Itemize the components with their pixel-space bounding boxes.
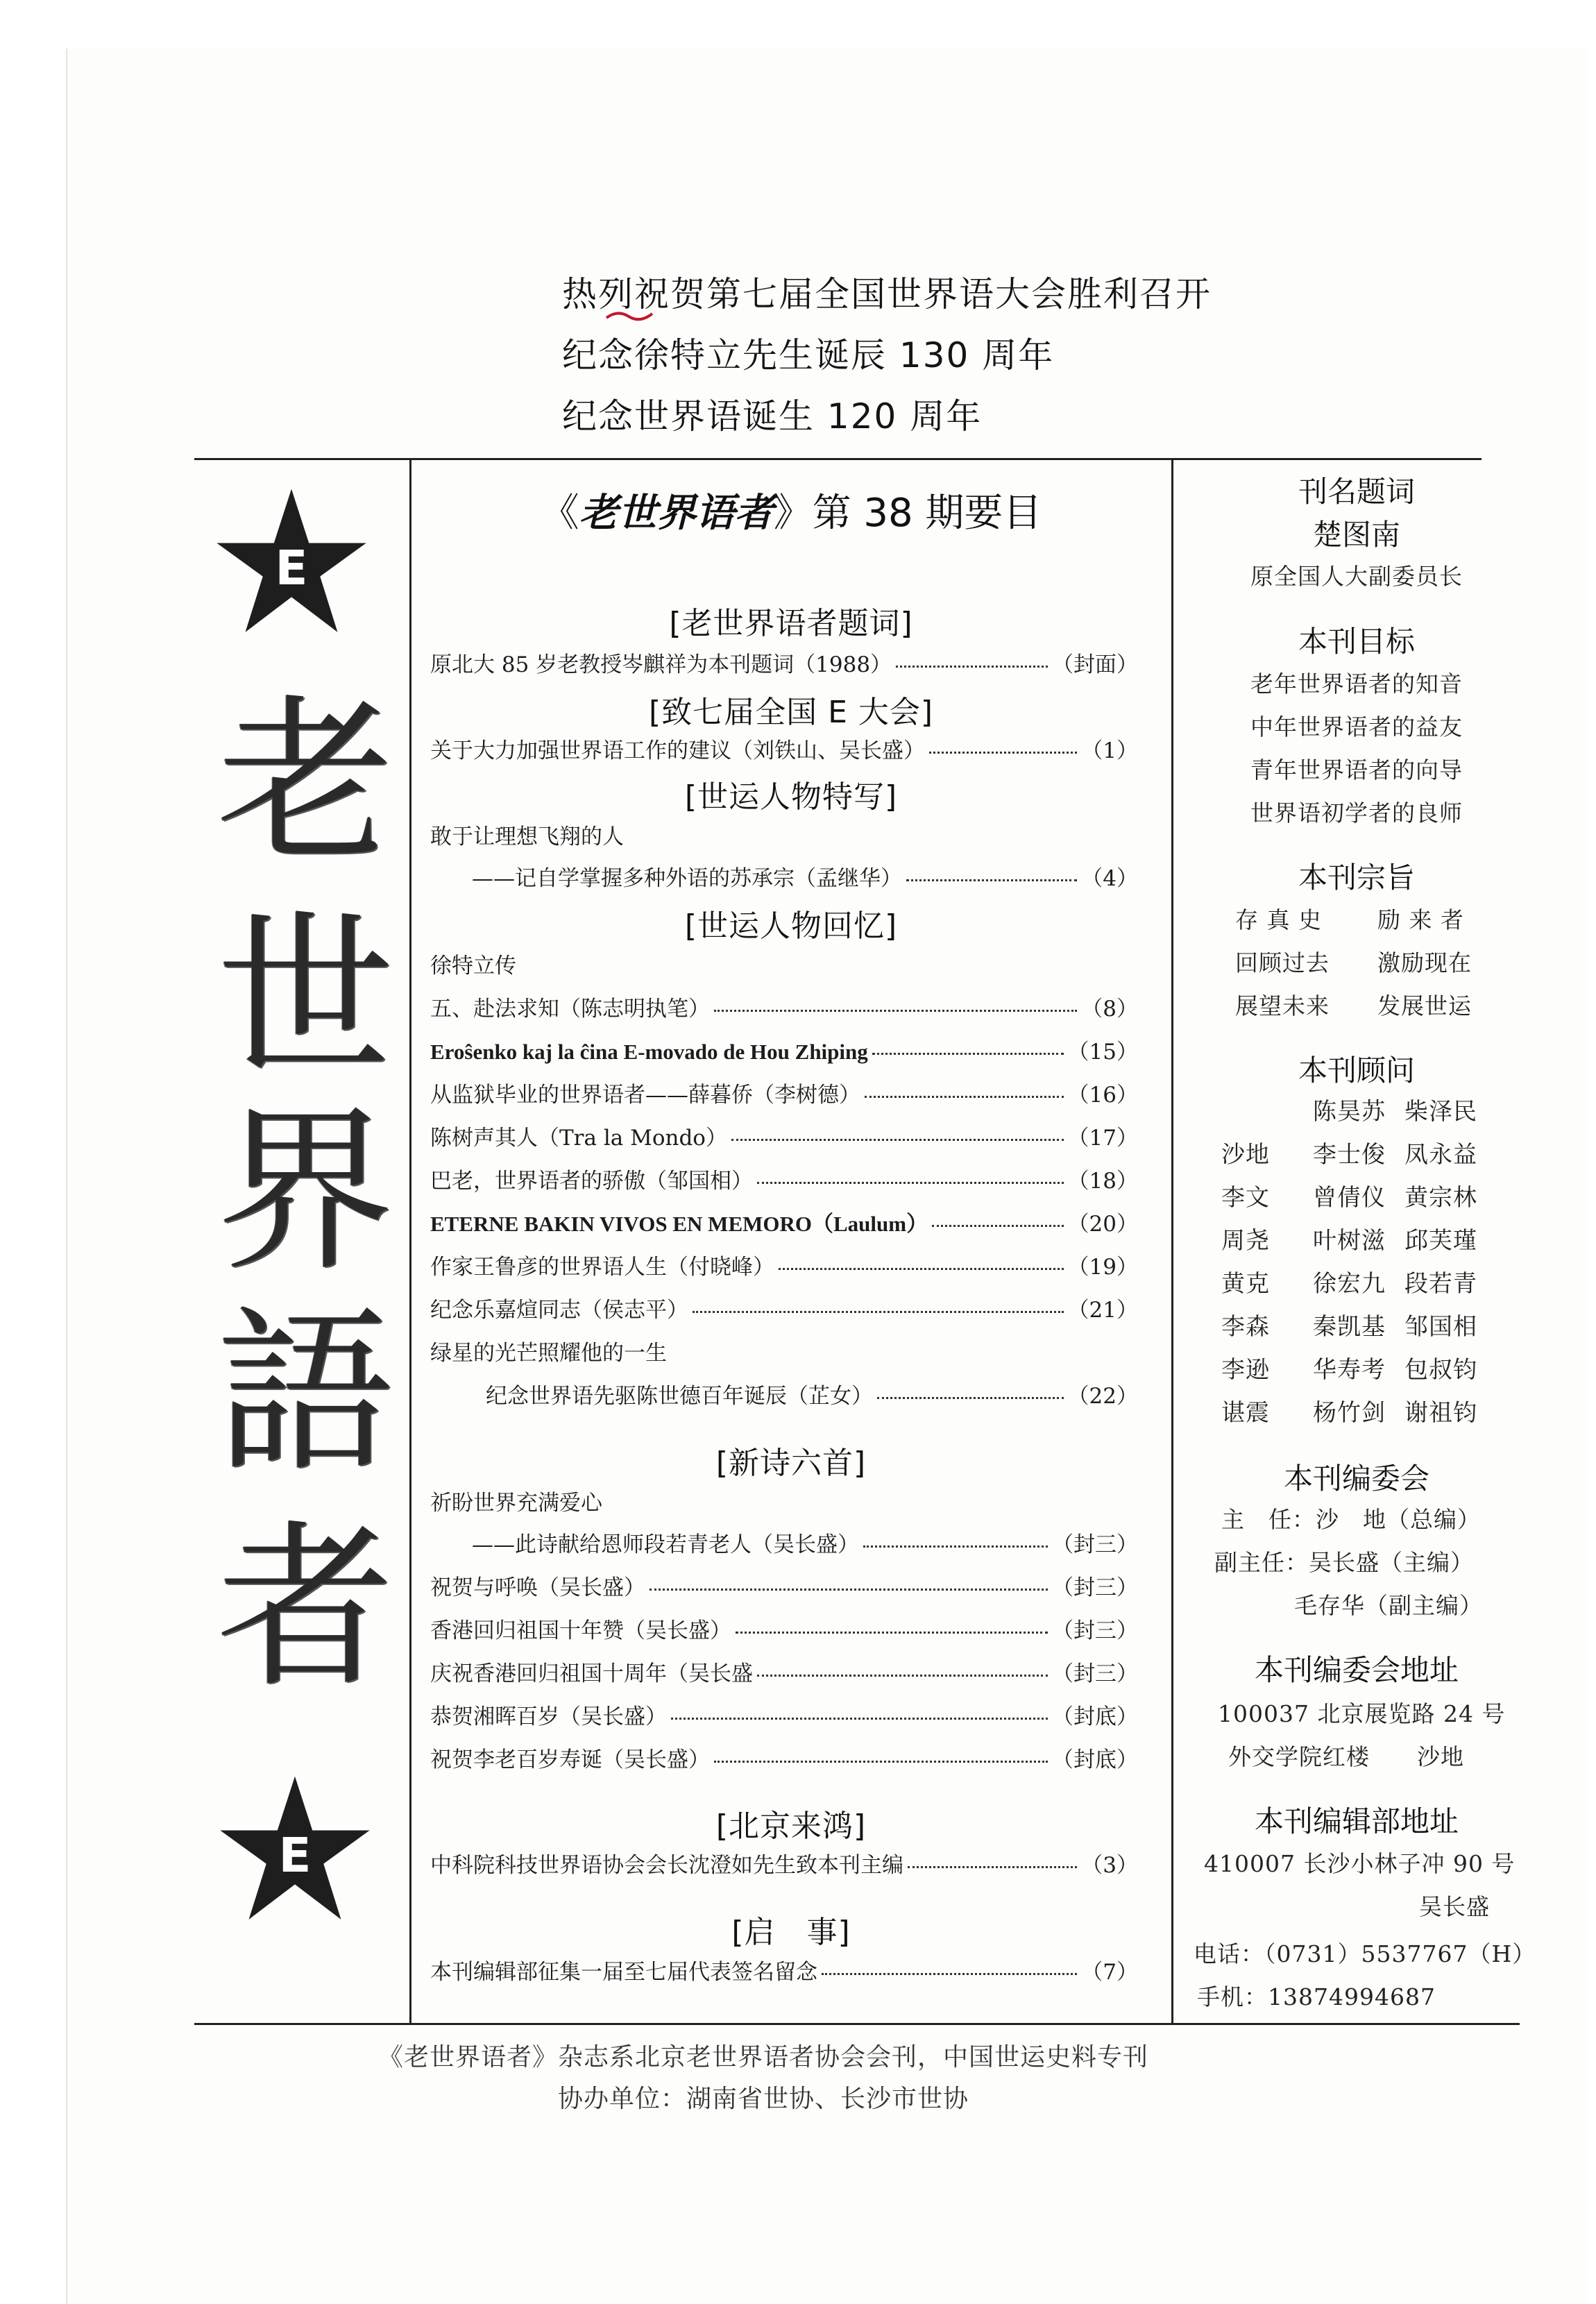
toc-entry: 恭贺湘晖百岁（吴长盛） （封底） <box>430 1704 1138 1729</box>
adviser-name: 周尧 <box>1221 1227 1270 1255</box>
adviser-name: 段若青 <box>1404 1270 1477 1298</box>
adviser-name: 邹国相 <box>1404 1313 1477 1341</box>
headline-1: 热列祝贺第七届全国世界语大会胜利召开 <box>562 274 1212 314</box>
toc-entry: 关于大力加强世界语工作的建议（刘铁山、吴长盛） （1） <box>430 738 1138 763</box>
toc-entry: 庆祝香港回归祖国十周年（吴长盛 （封三） <box>430 1661 1138 1686</box>
adviser-name: 叶树滋 <box>1313 1227 1386 1255</box>
tenet-item: 展望未来 <box>1235 992 1330 1019</box>
advisers-heading: 本刊顾问 <box>1298 1053 1415 1087</box>
toc-entry: 本刊编辑部征集一届至七届代表签名留念 （7） <box>430 1960 1138 1985</box>
goal-item: 老年世界语者的知音 <box>1250 670 1463 697</box>
adviser-name: 李文 <box>1221 1184 1270 1212</box>
left-column-rule <box>409 459 411 2024</box>
section-heading: [老世界语者题词] <box>669 606 913 641</box>
adviser-name: 谢祖钧 <box>1404 1399 1477 1427</box>
inscription-title: 原全国人大副委员长 <box>1250 563 1463 590</box>
board-member: 毛存华（副主编） <box>1294 1592 1483 1619</box>
toc-entry: 纪念乐嘉煊同志（侯志平） （21） <box>430 1298 1138 1323</box>
footer-line: 《老世界语者》杂志系北京老世界语者协会会刊，中国世运史料专刊 <box>377 2043 1148 2072</box>
inscription-name: 楚图南 <box>1312 518 1400 552</box>
masthead-char-5: 者 <box>217 1505 394 1711</box>
toc-entry: ETERNE BAKIN VIVOS EN MEMORO（Laulum） （20） <box>430 1212 1138 1237</box>
adviser-name <box>1221 1092 1311 1135</box>
toc-entry: ——此诗献给恩师段若青老人（吴长盛） （封三） <box>472 1532 1138 1557</box>
adviser-name: 秦凯基 <box>1313 1313 1386 1341</box>
headline-2: 纪念徐特立先生诞辰 130 周年 <box>562 335 1055 375</box>
adviser-name: 柴泽民 <box>1404 1098 1477 1126</box>
adviser-name: 李逊 <box>1221 1356 1270 1384</box>
section-heading: [新诗六首] <box>715 1446 867 1481</box>
adviser-name: 包叔钧 <box>1404 1356 1477 1384</box>
editorial-address-heading: 本刊编辑部地址 <box>1254 1804 1459 1838</box>
board-address-line: 100037 北京展览路 24 号 <box>1218 1700 1506 1727</box>
goal-item: 中年世界语者的益友 <box>1250 713 1463 740</box>
adviser-name: 谌震 <box>1221 1399 1270 1427</box>
toc-entry: 从监狱毕业的世界语者——薛暮侨（李树德） （16） <box>430 1083 1138 1108</box>
toc-entry: Eroŝenko kaj la ĉina E-movado de Hou Zhiping （15） <box>430 1040 1138 1065</box>
adviser-name: 邱芙瑾 <box>1404 1227 1477 1255</box>
goal-item: 青年世界语者的向导 <box>1250 756 1463 783</box>
toc-entry: 五、赴法求知（陈志明执笔） （8） <box>430 997 1138 1022</box>
mobile-number: 手机：13874994687 <box>1197 1983 1436 2010</box>
adviser-name: 徐宏九 <box>1313 1270 1386 1298</box>
toc-entry: 祝贺李老百岁寿诞（吴长盛） （封底） <box>430 1747 1138 1772</box>
tenet-item: 回顾过去 <box>1235 949 1330 976</box>
toc-title: 《老世界语者》第 38 期要目 <box>540 490 1042 536</box>
editorial-address-line: 410007 长沙小林子冲 90 号 <box>1204 1850 1516 1877</box>
toc-entry: 原北大 85 岁老教授岑麒祥为本刊题词（1988） （封面） <box>430 652 1138 677</box>
svg-text:E: E <box>275 541 308 597</box>
toc-entry: 中科院科技世界语协会会长沈澄如先生致本刊主编 （3） <box>430 1853 1138 1878</box>
tenet-item: 励 来 者 <box>1377 906 1464 933</box>
masthead-char-2: 世 <box>217 895 394 1101</box>
toc-entry: 纪念世界语先驱陈世德百年诞辰（芷女） （22） <box>486 1384 1138 1409</box>
toc-entry-title: 徐特立传 <box>430 954 516 979</box>
adviser-name: 陈昊苏 <box>1313 1098 1386 1126</box>
svg-text:E: E <box>278 1828 312 1884</box>
section-heading: [北京来鸿] <box>715 1809 867 1844</box>
adviser-name: 李士俊 <box>1313 1141 1386 1169</box>
board-heading: 本刊编委会 <box>1283 1462 1429 1496</box>
adviser-name: 曾倩仪 <box>1313 1184 1386 1212</box>
top-rule <box>194 458 1482 460</box>
masthead-char-4: 語 <box>217 1290 394 1496</box>
section-heading: [世运人物回忆] <box>684 908 898 944</box>
tenet-heading: 本刊宗旨 <box>1298 861 1415 895</box>
bottom-rule <box>194 2023 1520 2025</box>
masthead-char-3: 界 <box>217 1089 394 1295</box>
adviser-name: 黄克 <box>1221 1270 1270 1298</box>
board-member: 副主任：吴长盛（主编） <box>1214 1549 1474 1576</box>
toc-entry: ——记自学掌握多种外语的苏承宗（孟继华） （4） <box>472 866 1138 891</box>
toc-entry-title: 绿星的光芒照耀他的一生 <box>430 1341 667 1366</box>
editorial-address-line: 吴长盛 <box>1419 1893 1490 1920</box>
board-address-heading: 本刊编委会地址 <box>1254 1653 1459 1687</box>
adviser-name: 黄宗林 <box>1404 1184 1477 1212</box>
esperanto-star-icon <box>212 486 371 638</box>
toc-entry-title: 敢于让理想飞翔的人 <box>430 824 624 849</box>
esperanto-star-icon <box>215 1773 375 1926</box>
board-address-line: 外交学院红楼 沙地 <box>1228 1743 1464 1770</box>
masthead-char-1: 老 <box>217 679 394 886</box>
adviser-name: 华寿考 <box>1313 1356 1386 1384</box>
toc-entry: 祝贺与呼唤（吴长盛） （封三） <box>430 1575 1138 1600</box>
adviser-name: 杨竹剑 <box>1313 1399 1386 1427</box>
tenet-item: 存 真 史 <box>1235 906 1322 933</box>
toc-entry: 陈树声其人（Tra la Mondo） （17） <box>430 1126 1138 1151</box>
adviser-name: 凤永益 <box>1404 1141 1477 1169</box>
tenet-item: 激励现在 <box>1377 949 1472 976</box>
headline-3: 纪念世界语诞生 120 周年 <box>562 396 983 437</box>
toc-entry: 香港回归祖国十年赞（吴长盛） （封三） <box>430 1618 1138 1643</box>
goals-heading: 本刊目标 <box>1298 625 1415 659</box>
advisers-grid <box>1221 1092 1495 1437</box>
board-member: 主 任：沙 地（总编） <box>1221 1506 1481 1533</box>
phone-number: 电话：（0731）5537767（H） <box>1194 1940 1536 1967</box>
headline-block <box>562 264 1212 447</box>
inscription-heading: 刊名题词 <box>1298 475 1415 509</box>
handwritten-correction-mark <box>605 308 654 322</box>
section-heading: [致七届全国 E 大会] <box>648 695 934 730</box>
toc-entry: 作家王鲁彦的世界语人生（付晓峰） （19） <box>430 1255 1138 1280</box>
section-heading: [启 事] <box>731 1915 851 1950</box>
adviser-name: 李森 <box>1221 1313 1270 1341</box>
toc-entry: 巴老，世界语者的骄傲（邹国相） （18） <box>430 1169 1138 1194</box>
right-column-rule <box>1171 459 1173 2024</box>
adviser-name: 沙地 <box>1221 1141 1270 1169</box>
goal-item: 世界语初学者的良师 <box>1250 799 1463 827</box>
section-heading: [世运人物特写] <box>684 779 898 815</box>
toc-entry-title: 祈盼世界充满爱心 <box>430 1491 602 1516</box>
footer-line: 协办单位：湖南省世协、长沙市世协 <box>557 2085 969 2113</box>
tenet-item: 发展世运 <box>1377 992 1472 1019</box>
